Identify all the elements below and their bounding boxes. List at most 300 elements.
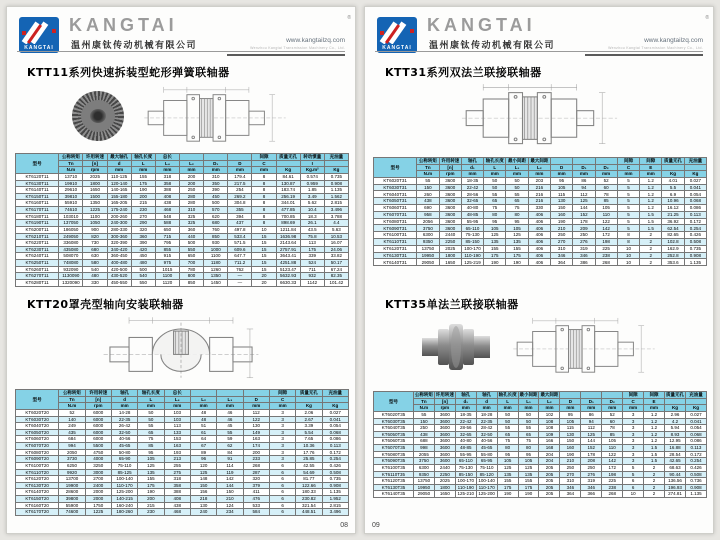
- column-label: 轴孔长度: [484, 158, 506, 165]
- cell: 142: [217, 476, 243, 483]
- cell: 3600: [439, 177, 461, 184]
- cell: 9920: [59, 469, 85, 476]
- cell: 310: [560, 478, 581, 485]
- cell: 3600: [439, 211, 461, 218]
- cell: KT6140T20: [16, 489, 59, 496]
- cell: 190: [497, 491, 518, 498]
- cell: 175: [484, 252, 506, 259]
- cell: 155: [518, 478, 539, 485]
- cell: 50: [497, 411, 518, 418]
- cell: 855: [155, 246, 179, 253]
- ktt31-spec-table: [373, 157, 707, 266]
- cell: 55: [413, 411, 434, 418]
- cell: —: [228, 279, 252, 286]
- cell: 40-56: [476, 438, 497, 445]
- cell: 62.54: [662, 225, 684, 232]
- column-symbol: I: [300, 160, 324, 167]
- cell: 0.254: [322, 456, 348, 463]
- cell: 476: [243, 496, 269, 503]
- column-label: 间隙: [617, 158, 639, 165]
- cell: 68.63: [665, 464, 686, 471]
- column-symbol: D₂: [602, 398, 623, 405]
- cell: 0.113: [684, 211, 706, 218]
- cell: 32-65: [455, 431, 476, 438]
- cell: 2250: [434, 471, 455, 478]
- cell: 42.55: [296, 462, 322, 469]
- cell: 3: [623, 425, 644, 432]
- table-row: [374, 458, 707, 465]
- table-row: [374, 491, 707, 498]
- table-row: [374, 205, 707, 212]
- cell: 500: [204, 200, 228, 207]
- cell: 2056: [417, 218, 439, 225]
- cell: KT6170T11: [16, 207, 59, 214]
- cell: 715: [155, 233, 179, 240]
- ktt20-dimension-drawing: [101, 312, 261, 382]
- column-label: 最大轴孔: [107, 154, 131, 161]
- table-row: [16, 502, 349, 509]
- cell: 110-190: [461, 252, 483, 259]
- cell: 994: [59, 443, 85, 450]
- cell: 205: [539, 464, 560, 471]
- website-url: www.kangtailzq.com: [286, 37, 345, 44]
- table-row: [374, 245, 707, 252]
- column-label: 质量无孔: [276, 154, 300, 161]
- cell: 112: [581, 425, 602, 432]
- cell: 25.85: [296, 456, 322, 463]
- cell: 800: [179, 273, 203, 280]
- column-label: 间隙: [269, 390, 295, 397]
- table-row: [16, 226, 349, 233]
- cell: 19950: [417, 252, 439, 259]
- cell: 1.2: [640, 205, 662, 212]
- cell: KT6140T11: [16, 187, 59, 194]
- cell: 688: [413, 438, 434, 445]
- cell: 160: [560, 445, 581, 452]
- cell: 540: [83, 266, 107, 273]
- column-unit: mm: [217, 403, 243, 410]
- cell: 190: [131, 187, 155, 194]
- cell: 336080: [59, 240, 83, 247]
- column-unit: Kg: [684, 171, 706, 178]
- cell: 609.6: [228, 246, 252, 253]
- column-label: 轴孔: [476, 392, 497, 399]
- cell: 6000: [85, 409, 111, 416]
- cell: 0.054: [684, 191, 706, 198]
- cell: 75-110: [476, 464, 497, 471]
- cell: 172: [602, 464, 623, 471]
- cell: 325: [179, 220, 203, 227]
- cell: 110: [595, 211, 617, 218]
- table-row: [16, 509, 349, 516]
- cell: 5.62: [300, 200, 324, 207]
- cell: 50: [518, 411, 539, 418]
- cell: 6000: [85, 416, 111, 423]
- table-row: [374, 191, 707, 198]
- cell: 360: [179, 226, 203, 233]
- cell: 0.113: [322, 443, 348, 450]
- column-unit: mm: [560, 405, 581, 412]
- cell: 172: [595, 232, 617, 239]
- column-label: 公称转矩: [417, 158, 439, 165]
- cell: 55: [417, 177, 439, 184]
- column-unit: rpm: [439, 171, 461, 178]
- cell: 55: [217, 429, 243, 436]
- cell: 65-110: [461, 225, 483, 232]
- registered-trademark: ®: [705, 15, 709, 21]
- cell: 1636.98: [276, 233, 300, 240]
- column-label: [243, 390, 269, 397]
- cell: KT6190T11: [16, 220, 59, 227]
- cell: 95: [518, 451, 539, 458]
- ktt20-spec-table: [15, 389, 349, 516]
- cell: 205: [539, 491, 560, 498]
- cell: 550: [131, 279, 155, 286]
- cell: 22-35: [111, 416, 137, 423]
- cell: 60: [602, 418, 623, 425]
- cell: 50: [138, 409, 164, 416]
- cell: 8: [252, 207, 276, 214]
- ktt11-dimension-drawing: [140, 85, 290, 147]
- cell: 122: [595, 218, 617, 225]
- column-label: 许用转速: [85, 390, 111, 397]
- cell: 915: [155, 253, 179, 260]
- column-label: [228, 154, 252, 161]
- cell: 8: [252, 180, 276, 187]
- cell: 5.5: [662, 184, 684, 191]
- cell: 379: [243, 482, 269, 489]
- cell: 0.172: [684, 218, 706, 225]
- cell: 55900: [59, 502, 85, 509]
- cell: 110-125: [107, 173, 131, 180]
- table-row: [374, 177, 707, 184]
- cell: 18-35: [461, 177, 483, 184]
- table-row: [374, 438, 707, 445]
- cell: 2: [640, 252, 662, 259]
- cell: KT6060T35: [374, 438, 414, 445]
- column-unit: mm: [581, 405, 602, 412]
- column-label: [581, 392, 602, 399]
- cell: 276: [573, 239, 595, 246]
- cell: 3600: [434, 411, 455, 418]
- cell: 95: [506, 218, 528, 225]
- cell: 269.2: [228, 193, 252, 200]
- cell: KT6230T11: [16, 246, 59, 253]
- table-row: [16, 173, 349, 180]
- cell: 142: [602, 458, 623, 465]
- model-column-header: 型号: [16, 154, 59, 174]
- cell: 5: [617, 184, 639, 191]
- table-row: [374, 425, 707, 432]
- table-row: [374, 252, 707, 259]
- cell: 358: [164, 482, 190, 489]
- cell: 480: [131, 260, 155, 267]
- cell: 1.562: [324, 193, 348, 200]
- column-unit: mm: [573, 171, 595, 178]
- cell: 3730: [59, 456, 85, 463]
- cell: 0.086: [685, 438, 706, 445]
- cell: 339: [300, 253, 324, 260]
- column-symbol: L: [497, 398, 518, 405]
- cell: 18.3: [300, 213, 324, 220]
- column-unit: mm: [204, 167, 228, 174]
- cell: 217.5: [228, 180, 252, 187]
- cell: 584: [243, 509, 269, 516]
- table-row: [16, 187, 349, 194]
- cell: 1180: [204, 260, 228, 267]
- cell: 850: [179, 279, 203, 286]
- cell: 320: [131, 226, 155, 233]
- cell: 3250: [85, 462, 111, 469]
- cell: 102.8: [662, 239, 684, 246]
- cell: 4.4: [324, 220, 348, 227]
- cell: 144: [573, 205, 595, 212]
- cell: 1350: [204, 273, 228, 280]
- cell: 3: [269, 436, 295, 443]
- cell: 125: [190, 469, 216, 476]
- cell: 82.65: [662, 232, 684, 239]
- column-label: 转动惯量: [300, 154, 324, 161]
- column-label: 总长: [155, 154, 179, 161]
- cell: 386: [573, 259, 595, 266]
- company-name-en: Wenzhou Kangtai Transmission Machinery Co., Ltd.: [250, 46, 345, 50]
- cell: KT6070T31: [374, 211, 417, 218]
- cell: 350: [204, 180, 228, 187]
- cell: 100-140: [476, 478, 497, 485]
- cell: 29050: [413, 491, 434, 498]
- column-unit: Kg: [296, 403, 322, 410]
- column-label: [602, 392, 623, 399]
- cell: KT6090T20: [16, 456, 59, 463]
- column-unit: Kg: [324, 167, 348, 174]
- column-unit: mm: [539, 405, 560, 412]
- column-label: 轴孔长度: [138, 390, 164, 397]
- cell: 155-180: [107, 193, 131, 200]
- column-label: 许用转速: [83, 154, 107, 161]
- cell: 3: [269, 416, 295, 423]
- cell: 5123.47: [276, 266, 300, 273]
- cell: 1350: [83, 200, 107, 207]
- cell: 8: [252, 213, 276, 220]
- column-symbol: L₃: [217, 396, 243, 403]
- cell: 156: [190, 489, 216, 496]
- cell: 203: [528, 177, 550, 184]
- table-row: [16, 416, 349, 423]
- cell: 0.041: [684, 184, 706, 191]
- column-symbol: D: [243, 396, 269, 403]
- cell: 1000: [204, 246, 228, 253]
- cell: 96: [190, 456, 216, 463]
- cell: KT6040T35: [374, 425, 414, 432]
- cell: 1.2: [644, 418, 665, 425]
- cell: 86: [573, 177, 595, 184]
- cell: 3.496: [322, 509, 348, 516]
- column-symbol: [n]: [85, 396, 111, 403]
- cell: 95: [560, 411, 581, 418]
- cell: 0.908: [684, 252, 706, 259]
- cell: 3750: [417, 225, 439, 232]
- table-row: [374, 184, 707, 191]
- cell: 0.054: [685, 425, 706, 432]
- cell: 2757.91: [276, 246, 300, 253]
- cell: KT6270T11: [16, 273, 59, 280]
- cell: 8: [252, 173, 276, 180]
- table-row: [374, 239, 707, 246]
- cell: 112: [243, 409, 269, 416]
- table-row: [16, 489, 349, 496]
- cell: 8: [617, 239, 639, 246]
- cell: 150: [413, 418, 434, 425]
- cell: 80: [497, 445, 518, 452]
- cell: 3.39: [296, 423, 322, 430]
- cell: 142: [595, 225, 617, 232]
- cell: 152: [581, 445, 602, 452]
- cell: KT6020T20: [16, 409, 59, 416]
- table-row: [16, 456, 349, 463]
- cell: 80: [518, 445, 539, 452]
- section-title-ktt20: KTT20罩壳型轴向安装联轴器: [27, 298, 184, 311]
- cell: 3: [623, 451, 644, 458]
- cell: 1650: [83, 187, 107, 194]
- cell: 650: [155, 226, 179, 233]
- column-symbol: L₁: [506, 164, 528, 171]
- cell: 330: [83, 279, 107, 286]
- column-unit: rpm: [83, 167, 107, 174]
- cell: 113: [164, 423, 190, 430]
- cell: 318: [164, 476, 190, 483]
- column-unit: mm: [506, 171, 528, 178]
- column-symbol: L: [131, 160, 155, 167]
- kangtai-logo-icon: [19, 17, 59, 53]
- cell: 500: [179, 240, 203, 247]
- cell: 125: [573, 198, 595, 205]
- cell: 346: [573, 252, 595, 259]
- cell: 20: [252, 273, 276, 280]
- cell: 84.61: [276, 173, 300, 180]
- cell: 958: [417, 211, 439, 218]
- cell: 16.88: [665, 445, 686, 452]
- cell: KT6020T31: [374, 177, 417, 184]
- cell: 0.908: [324, 180, 348, 187]
- cell: 1.135: [684, 259, 706, 266]
- cell: 190: [560, 451, 581, 458]
- cell: 15: [252, 266, 276, 273]
- column-label: 最小间距: [519, 392, 538, 397]
- column-symbol: L₂: [190, 396, 216, 403]
- cell: 252.8: [662, 252, 684, 259]
- cell: 105: [138, 456, 164, 463]
- column-unit: mm: [131, 167, 155, 174]
- cell: 50-80: [111, 449, 137, 456]
- cell: 304.8: [228, 200, 252, 207]
- cell: 249050: [59, 233, 83, 240]
- column-symbol: [322, 396, 348, 403]
- cell: 321.54: [296, 502, 322, 509]
- cell: 240: [190, 509, 216, 516]
- cell: 250: [179, 187, 203, 194]
- table-row: [374, 225, 707, 232]
- cell: 204: [539, 458, 560, 465]
- cell: 26.1: [300, 220, 324, 227]
- cell: 406: [528, 245, 550, 252]
- cell: 2: [640, 259, 662, 266]
- cell: 2440: [439, 232, 461, 239]
- cell: 3: [623, 418, 644, 425]
- company-name-cn: 温州康钛传动机械有限公司: [429, 40, 556, 50]
- cell: 28-56: [461, 191, 483, 198]
- cell: 19910: [59, 180, 83, 187]
- cell: 90.44: [665, 471, 686, 478]
- cell: 80: [506, 211, 528, 218]
- cell: 28-56: [455, 425, 476, 432]
- cell: 0.113: [685, 445, 706, 452]
- cell: 2400: [85, 482, 111, 489]
- cell: 711.2: [228, 260, 252, 267]
- ktt35-figures: [365, 309, 713, 385]
- cell: 406: [528, 252, 550, 259]
- cell: 0.172: [322, 449, 348, 456]
- cell: 0.086: [322, 436, 348, 443]
- cell: 16.07: [324, 240, 348, 247]
- table-row: [374, 471, 707, 478]
- table-row: [16, 436, 349, 443]
- cell: KT6100T31: [374, 232, 417, 239]
- header-rule: [17, 51, 345, 52]
- cell: 533.4: [228, 233, 252, 240]
- cell: 50: [138, 416, 164, 423]
- cell: 32-50: [476, 431, 497, 438]
- cell: 59: [217, 436, 243, 443]
- cell: 50: [497, 418, 518, 425]
- cell: 256.19: [276, 193, 300, 200]
- column-label: 轴孔: [461, 158, 483, 165]
- cell: 6: [269, 502, 295, 509]
- cell: 0.426: [685, 464, 706, 471]
- cell: 10: [617, 259, 639, 266]
- cell: 50.17: [324, 260, 348, 267]
- cell: 1.2: [640, 198, 662, 205]
- column-label: 公称转矩: [59, 390, 85, 397]
- column-symbol: C: [252, 160, 276, 167]
- cell: 6000: [85, 423, 111, 430]
- logo-wordmark: KANGTAI: [19, 44, 59, 53]
- cell: 125-200: [476, 491, 497, 498]
- cell: 5: [623, 471, 644, 478]
- cell: 55: [484, 191, 506, 198]
- cell: 17.76: [296, 449, 322, 456]
- cell: 5.63: [324, 226, 348, 233]
- cell: 15: [252, 240, 276, 247]
- cell: 108: [539, 425, 560, 432]
- cell: 6300: [417, 232, 439, 239]
- column-symbol: [662, 164, 684, 171]
- cell: 155: [506, 245, 528, 252]
- cell: 353.6: [662, 259, 684, 266]
- cell: 6300: [413, 464, 434, 471]
- column-unit: N.m: [59, 403, 85, 410]
- cell: 1.5: [640, 211, 662, 218]
- cell: 3: [623, 458, 644, 465]
- cell: 249: [59, 423, 85, 430]
- cell: 55: [506, 191, 528, 198]
- cell: 150: [417, 184, 439, 191]
- column-unit: mm: [107, 167, 131, 174]
- cell: 1650: [434, 491, 455, 498]
- cell: 166: [539, 438, 560, 445]
- model-column-header: 型号: [374, 158, 417, 178]
- cell: 400-480: [107, 260, 131, 267]
- cell: 274.81: [665, 491, 686, 498]
